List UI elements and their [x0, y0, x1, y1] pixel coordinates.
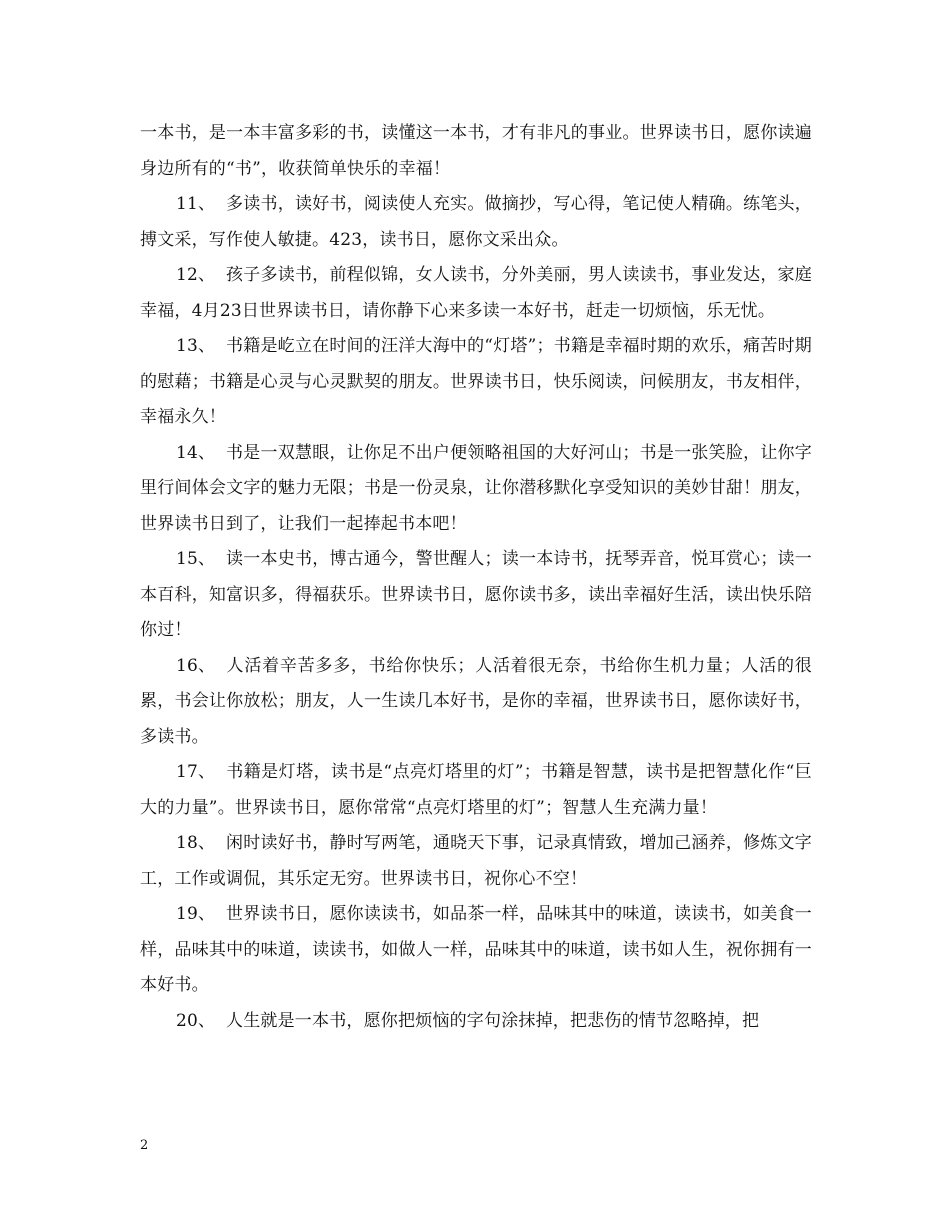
paragraph-13 [140, 329, 812, 436]
paragraph-text: 书籍是屹立在时间的汪洋大海中的“灯塔”；书籍是幸福时期的欢乐，痛苦时期的慰藉；书籍是心灵与心灵默契的朋友。世界读书日，快乐阅读，问候朋友，书友相伴，幸福永久！ [140, 336, 812, 427]
paragraph-text: 书籍是灯塔，读书是“点亮灯塔里的灯”；书籍是智慧，读书是把智慧化作“巨大的力量”。世界读书日，愿你常常“点亮灯塔里的灯”；智慧人生充满力量！ [140, 762, 812, 818]
paragraph-number: 16、 [176, 655, 216, 676]
paragraph-text: 一本书，是一本丰富多彩的书，读懂这一本书，才有非凡的事业。世界读书日，愿你读遍身边所有的“书”，收获简单快乐的幸福！ [140, 123, 812, 179]
paragraph-text: 闲时读好书，静时写两笔，通晓天下事，记录真情致，增加己涵养，修炼文字工，工作或调侃，其乐定无穷。世界读书日，祝你心不空！ [140, 833, 812, 889]
paragraph-text: 人活着辛苦多多，书给你快乐；人活着很无奈，书给你生机力量；人活的很累，书会让你放松；朋友，人一生读几本好书，是你的幸福，世界读书日，愿你读好书，多读书。 [140, 655, 812, 747]
paragraph-number: 14、 [176, 442, 216, 463]
paragraph-number: 13、 [176, 336, 216, 356]
paragraph-16 [140, 649, 812, 756]
paragraph-text: 世界读书日，愿你读读书，如品茶一样，品味其中的味道，读读书，如美食一样，品味其中的味道，读读书，如做人一样，品味其中的味道，读书如人生，祝你拥有一本好书。 [140, 904, 812, 995]
paragraph-20 [140, 1004, 812, 1040]
paragraph-number: 11、 [176, 194, 216, 214]
paragraph-17 [140, 755, 812, 826]
paragraph-text: 多读书，读好书，阅读使人充实。做摘抄，写心得，笔记使人精确。练笔头，搏文采，写作使人敏捷。423，读书日，愿你文采出众。 [140, 194, 812, 250]
paragraph-19 [140, 897, 812, 1004]
paragraph-number: 19、 [176, 904, 216, 924]
paragraph-number: 20、 [176, 1010, 216, 1031]
document-body [140, 116, 812, 1039]
paragraph-15 [140, 542, 812, 649]
paragraph-18 [140, 826, 812, 897]
paragraph-11 [140, 187, 812, 258]
page-number: 2 [140, 1138, 149, 1153]
paragraph-text: 人生就是一本书，愿你把烦恼的字句涂抹掉，把悲伤的情节忽略掉，把 [226, 1010, 760, 1031]
paragraph-continued [140, 116, 812, 187]
paragraph-12 [140, 258, 812, 329]
paragraph-number: 15、 [176, 549, 216, 569]
paragraph-text: 书是一双慧眼，让你足不出户便领略祖国的大好河山；书是一张笑脸，让你字里行间体会文字的魅力无限；书是一份灵泉，让你潜移默化享受知识的美妙甘甜！朋友，世界读书日到了，让我们一起捧起书本吧！ [140, 442, 812, 534]
paragraph-number: 12、 [176, 265, 216, 285]
paragraph-number: 17、 [176, 762, 216, 782]
paragraph-14 [140, 436, 812, 543]
paragraph-text: 读一本史书，博古通今，警世醒人；读一本诗书，抚琴弄音，悦耳赏心；读一本百科，知富识多，得福获乐。世界读书日，愿你读书多，读出幸福好生活，读出快乐陪你过！ [140, 549, 812, 640]
paragraph-number: 18、 [176, 833, 216, 853]
paragraph-text: 孩子多读书，前程似锦，女人读书，分外美丽，男人读读书，事业发达，家庭幸福，4月23日世界读书日，请你静下心来多读一本好书，赶走一切烦恼，乐无忧。 [140, 265, 812, 321]
